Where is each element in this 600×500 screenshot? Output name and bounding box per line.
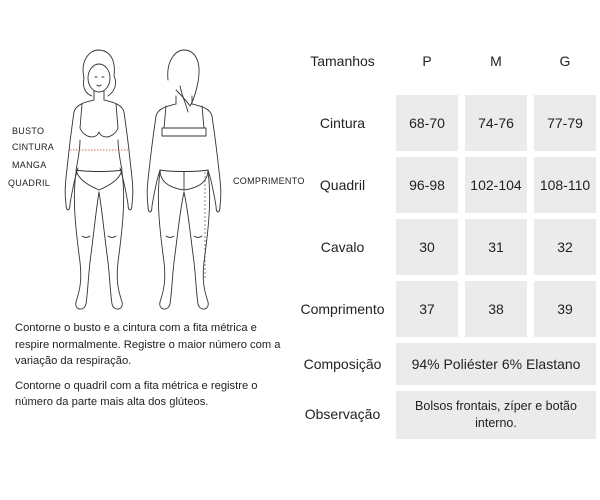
quadril-label: QUADRIL <box>8 178 51 188</box>
size-header-g: G <box>559 53 571 69</box>
measurement-instructions <box>15 320 285 419</box>
cell-cavalo-p: 30 <box>396 219 458 275</box>
table-row-comprimento <box>300 281 600 337</box>
cell-cintura-m: 74-76 <box>465 95 527 151</box>
row-label-comprimento: Comprimento <box>300 301 385 317</box>
cell-cavalo-g: 32 <box>534 219 596 275</box>
cell-quadril-m: 102-104 <box>465 157 527 213</box>
busto-label: BUSTO <box>12 126 45 136</box>
observacao-value: Bolsos frontais, zíper e botão interno. <box>396 391 596 439</box>
body-figure-area <box>0 40 310 320</box>
table-row-cintura <box>300 95 600 151</box>
manga-label: MANGA <box>12 160 47 170</box>
cell-cavalo-m: 31 <box>465 219 527 275</box>
row-label-cintura: Cintura <box>319 115 366 131</box>
cell-comprimento-m: 38 <box>465 281 527 337</box>
cell-cintura-g: 77-79 <box>534 95 596 151</box>
table-row-composicao <box>300 343 600 385</box>
cell-cintura-p: 68-70 <box>396 95 458 151</box>
row-label-quadril: Quadril <box>319 177 366 193</box>
instruction-quadril: Contorne o quadril com a fita métrica e registre o número da parte mais alta dos glúteos. <box>15 379 258 408</box>
composicao-value: 94% Poliéster 6% Elastano <box>396 343 596 385</box>
table-row-cavalo <box>300 219 600 275</box>
table-header-row <box>300 44 600 78</box>
size-header-p: P <box>422 53 432 69</box>
cintura-label: CINTURA <box>12 142 55 152</box>
table-row-quadril <box>300 157 600 213</box>
cell-quadril-g: 108-110 <box>534 157 596 213</box>
cell-comprimento-g: 39 <box>534 281 596 337</box>
row-label-observacao: Observação <box>304 406 381 422</box>
cell-comprimento-p: 37 <box>396 281 458 337</box>
table-row-observacao <box>300 391 600 439</box>
size-header-m: M <box>490 53 502 69</box>
tamanhos-header: Tamanhos <box>310 53 375 69</box>
row-label-composicao: Composição <box>303 356 382 372</box>
instruction-busto-cintura: Contorne o busto e a cintura com a fita métrica e respire normalmente. Registre o maior número com a variação da respiração. <box>15 322 281 367</box>
row-label-cavalo: Cavalo <box>320 239 365 255</box>
cell-quadril-p: 96-98 <box>396 157 458 213</box>
comprimento-label: COMPRIMENTO <box>233 176 305 186</box>
